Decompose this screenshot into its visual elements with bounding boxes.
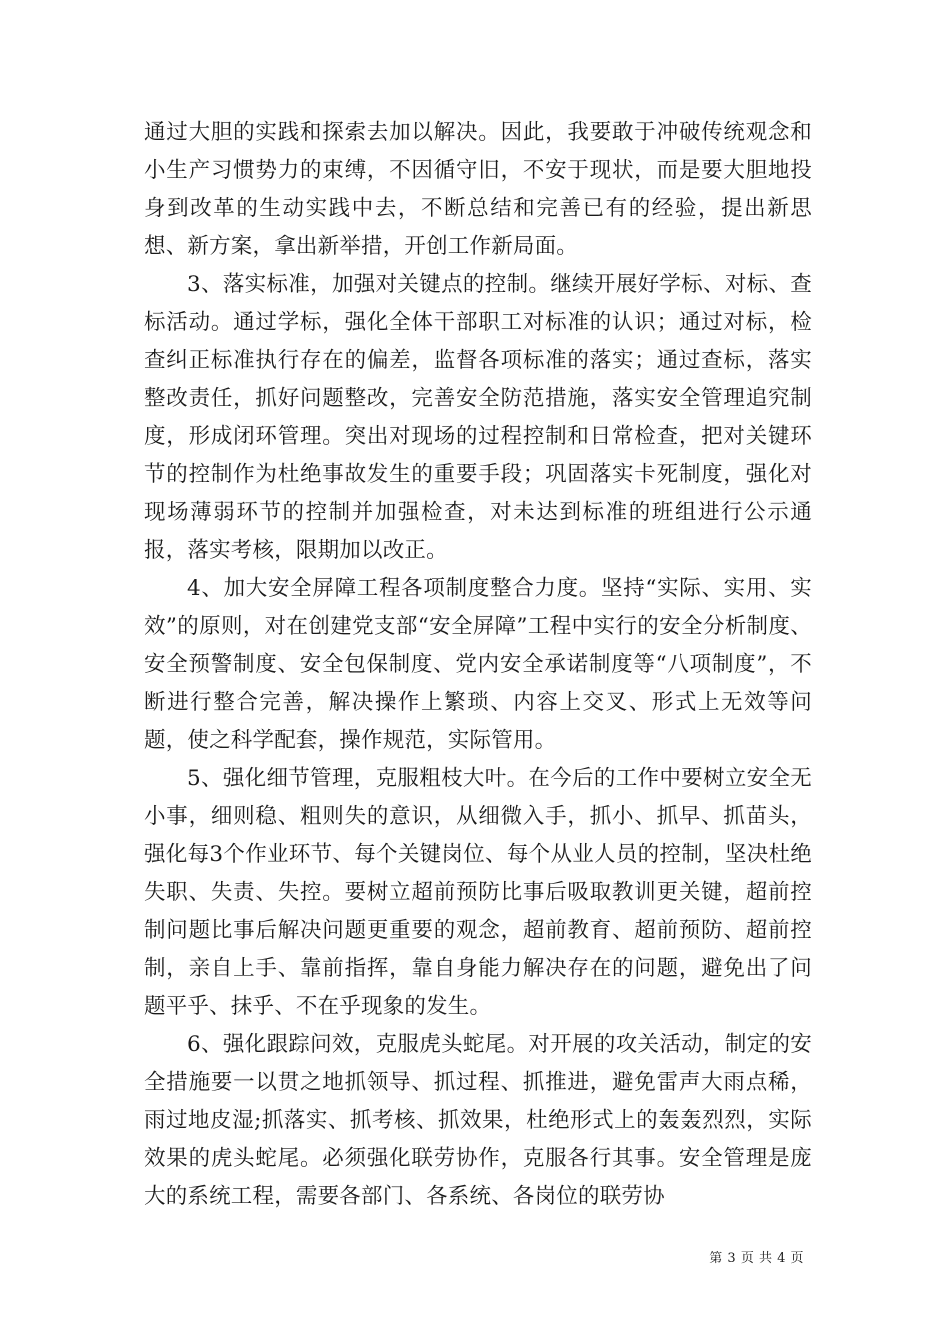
paragraph-item-6: 6、强化跟踪问效，克服虎头蛇尾。对开展的攻关活动，制定的安全措施要一以贯之地抓领导、抓过程、抓推进，避免雷声大雨点稀，雨过地皮湿;抓落实、抓考核、抓效果，杜绝形式上的轰轰烈烈，实际效果的虎头蛇尾。必须强化联劳协作，克服各行其事。安全管理是庞大的系统工程，需要各部门、各系统、各岗位的联劳协 — [144, 1032, 812, 1209]
document-body — [144, 114, 812, 1216]
paragraph-item-5: 5、强化细节管理，克服粗枝大叶。在今后的工作中要树立安全无小事，细则稳、粗则失的意识，从细微入手，抓小、抓早、抓苗头，强化每3个作业环节、每个关键岗位、每个从业人员的控制，坚决杜绝失职、失责、失控。要树立超前预防比事后吸取教训更关键，超前控制问题比事后解决问题更重要的观念，超前教育、超前预防、超前控制，亲自上手、靠前指挥，靠自身能力解决存在的问题，避免出了问题平乎、抹乎、不在乎现象的发生。 — [144, 766, 812, 1019]
paragraph-item-3: 3、落实标准，加强对关键点的控制。继续开展好学标、对标、查标活动。通过学标，强化全体干部职工对标准的认识；通过对标，检查纠正标准执行存在的偏差，监督各项标准的落实；通过查标，落实整改责任，抓好问题整改，完善安全防范措施，落实安全管理追究制度，形成闭环管理。突出对现场的过程控制和日常检查，把对关键环节的控制作为杜绝事故发生的重要手段；巩固落实卡死制度，强化对现场薄弱环节的控制并加强检查，对未达到标准的班组进行公示通报，落实考核，限期加以改正。 — [144, 272, 812, 563]
paragraph-item-4: 4、加大安全屏障工程各项制度整合力度。坚持“实际、实用、实效”的原则，对在创建党支部“安全屏障”工程中实行的安全分析制度、安全预警制度、安全包保制度、党内安全承诺制度等“八项制度”，不断进行整合完善，解决操作上繁琐、内容上交叉、形式上无效等问题，使之科学配套，操作规范，实际管用。 — [144, 576, 812, 753]
paragraph-continuation: 通过大胆的实践和探索去加以解决。因此，我要敢于冲破传统观念和小生产习惯势力的束缚，不因循守旧，不安于现状，而是要大胆地投身到改革的生动实践中去，不断总结和完善已有的经验，提出新思想、新方案，拿出新举措，开创工作新局面。 — [144, 120, 812, 259]
page-number-footer: 第 3 页 共 4 页 — [709, 1251, 804, 1266]
